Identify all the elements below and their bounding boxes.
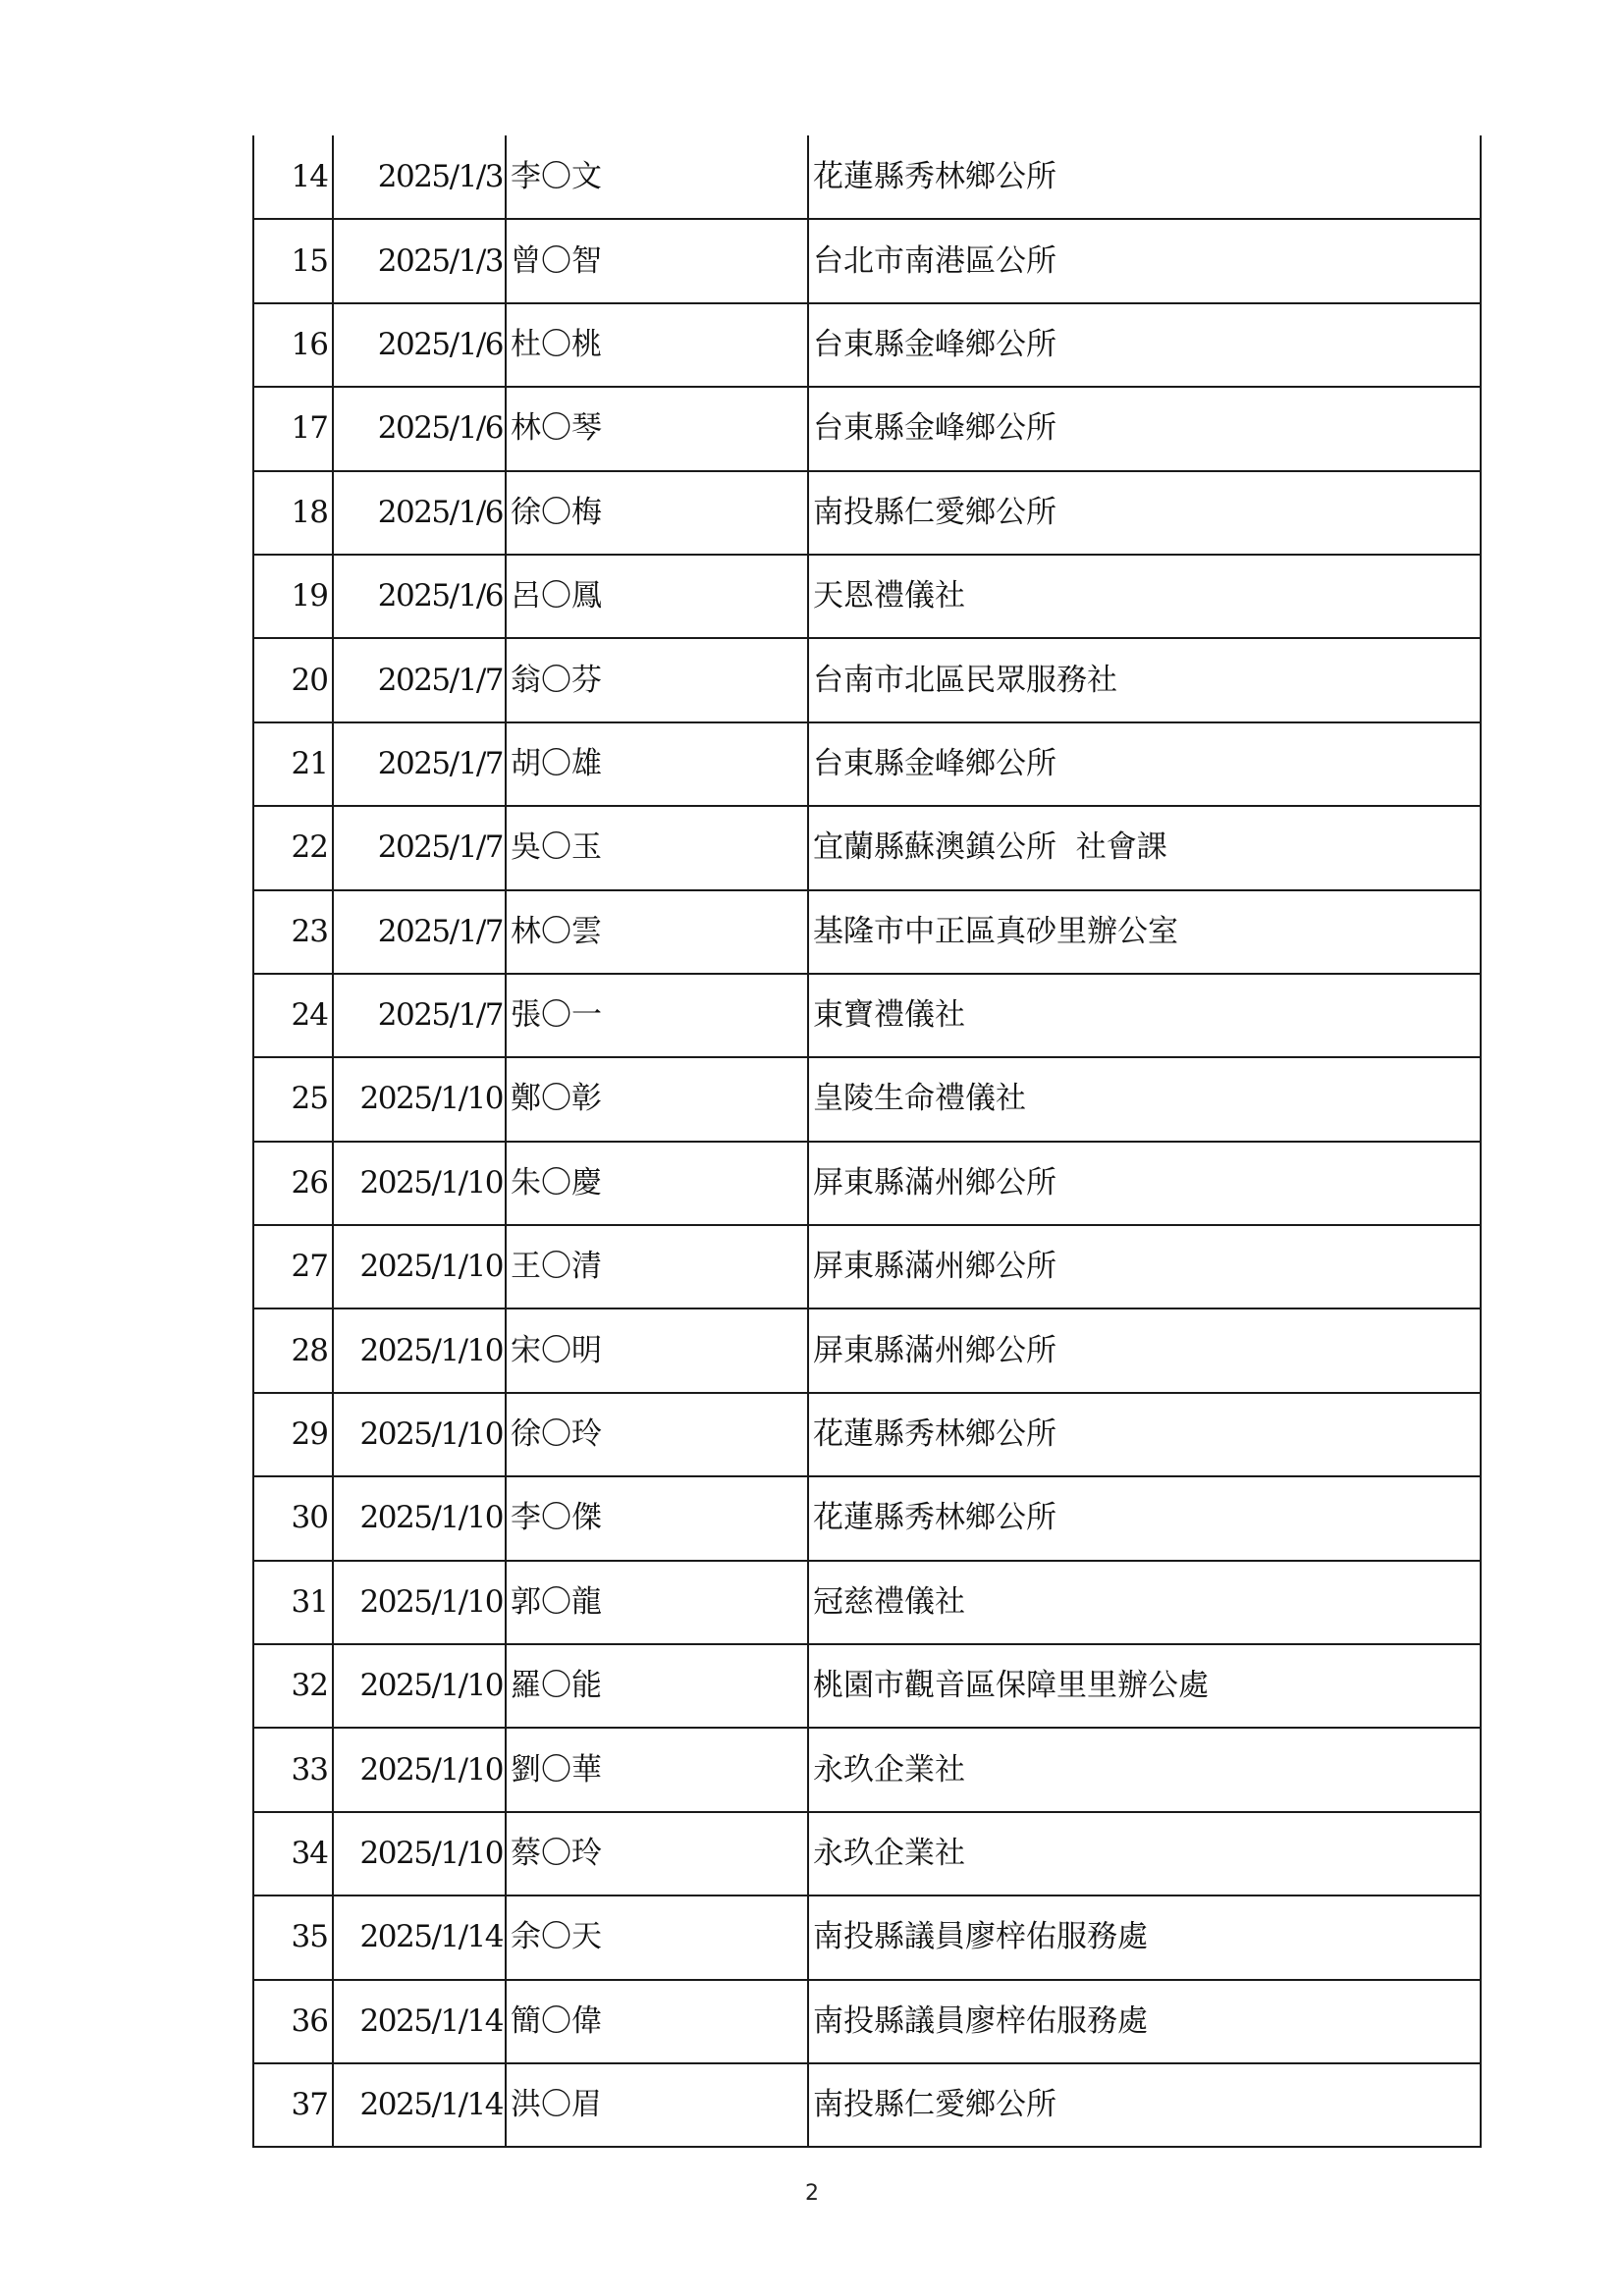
table-row <box>253 471 1481 555</box>
table-row <box>253 638 1481 721</box>
row-organization: 皇陵生命禮儀社 <box>808 1057 1481 1141</box>
row-number: 25 <box>253 1057 333 1141</box>
row-date: 2025/1/7 <box>333 638 506 721</box>
row-name: 徐〇玲 <box>506 1393 808 1476</box>
row-date: 2025/1/6 <box>333 387 506 470</box>
row-number: 36 <box>253 1980 333 2063</box>
row-name: 徐〇梅 <box>506 471 808 555</box>
table-row <box>253 1980 1481 2063</box>
row-number: 27 <box>253 1225 333 1308</box>
row-date: 2025/1/6 <box>333 555 506 638</box>
row-name: 李〇傑 <box>506 1476 808 1560</box>
row-organization: 屏東縣滿州鄉公所 <box>808 1142 1481 1225</box>
row-number: 21 <box>253 722 333 806</box>
row-date: 2025/1/3 <box>333 135 506 219</box>
row-organization: 冠慈禮儀社 <box>808 1561 1481 1644</box>
row-name: 李〇文 <box>506 135 808 219</box>
row-name: 杜〇桃 <box>506 303 808 387</box>
row-organization: 台東縣金峰鄉公所 <box>808 303 1481 387</box>
row-number: 33 <box>253 1728 333 1811</box>
row-name: 張〇一 <box>506 974 808 1057</box>
table-row <box>253 722 1481 806</box>
table-row <box>253 1393 1481 1476</box>
row-date: 2025/1/10 <box>333 1476 506 1560</box>
row-organization: 台東縣金峰鄉公所 <box>808 722 1481 806</box>
row-number: 28 <box>253 1308 333 1392</box>
row-number: 29 <box>253 1393 333 1476</box>
row-organization: 基隆市中正區真砂里辦公室 <box>808 890 1481 974</box>
row-name: 翁〇芬 <box>506 638 808 721</box>
table-row <box>253 219 1481 302</box>
row-name: 呂〇鳳 <box>506 555 808 638</box>
row-name: 王〇清 <box>506 1225 808 1308</box>
row-name: 劉〇華 <box>506 1728 808 1811</box>
table-row <box>253 1728 1481 1811</box>
row-number: 34 <box>253 1812 333 1896</box>
table-row <box>253 1476 1481 1560</box>
row-date: 2025/1/10 <box>333 1561 506 1644</box>
row-name: 鄭〇彰 <box>506 1057 808 1141</box>
row-date: 2025/1/14 <box>333 1896 506 1979</box>
roster-table <box>252 135 1482 2148</box>
row-date: 2025/1/7 <box>333 890 506 974</box>
row-number: 30 <box>253 1476 333 1560</box>
row-name: 胡〇雄 <box>506 722 808 806</box>
row-organization: 南投縣議員廖梓佑服務處 <box>808 1896 1481 1979</box>
row-date: 2025/1/10 <box>333 1728 506 1811</box>
row-name: 簡〇偉 <box>506 1980 808 2063</box>
row-number: 32 <box>253 1644 333 1728</box>
row-organization: 台南市北區民眾服務社 <box>808 638 1481 721</box>
table-row <box>253 1644 1481 1728</box>
table-row <box>253 135 1481 219</box>
row-date: 2025/1/10 <box>333 1393 506 1476</box>
row-number: 24 <box>253 974 333 1057</box>
table-row <box>253 1896 1481 1979</box>
row-name: 曾〇智 <box>506 219 808 302</box>
table-row <box>253 806 1481 889</box>
row-number: 14 <box>253 135 333 219</box>
table-row <box>253 555 1481 638</box>
row-organization: 東寶禮儀社 <box>808 974 1481 1057</box>
row-number: 16 <box>253 303 333 387</box>
row-name: 洪〇眉 <box>506 2063 808 2147</box>
row-number: 15 <box>253 219 333 302</box>
row-date: 2025/1/7 <box>333 974 506 1057</box>
row-organization: 南投縣仁愛鄉公所 <box>808 2063 1481 2147</box>
row-organization: 南投縣議員廖梓佑服務處 <box>808 1980 1481 2063</box>
row-organization: 永玖企業社 <box>808 1812 1481 1896</box>
row-organization: 花蓮縣秀林鄉公所 <box>808 1476 1481 1560</box>
row-date: 2025/1/10 <box>333 1812 506 1896</box>
table-row <box>253 303 1481 387</box>
row-organization: 屏東縣滿州鄉公所 <box>808 1308 1481 1392</box>
table-row <box>253 1812 1481 1896</box>
row-number: 18 <box>253 471 333 555</box>
row-date: 2025/1/10 <box>333 1225 506 1308</box>
row-name: 宋〇明 <box>506 1308 808 1392</box>
row-date: 2025/1/6 <box>333 471 506 555</box>
row-date: 2025/1/10 <box>333 1057 506 1141</box>
row-number: 19 <box>253 555 333 638</box>
table-row <box>253 2063 1481 2147</box>
row-name: 余〇天 <box>506 1896 808 1979</box>
row-organization: 宜蘭縣蘇澳鎮公所 社會課 <box>808 806 1481 889</box>
table-row <box>253 890 1481 974</box>
row-number: 23 <box>253 890 333 974</box>
table-row <box>253 1057 1481 1141</box>
row-organization: 天恩禮儀社 <box>808 555 1481 638</box>
row-organization: 桃園市觀音區保障里里辦公處 <box>808 1644 1481 1728</box>
table-row <box>253 974 1481 1057</box>
table-row <box>253 1142 1481 1225</box>
row-number: 31 <box>253 1561 333 1644</box>
table-row <box>253 387 1481 470</box>
row-name: 羅〇能 <box>506 1644 808 1728</box>
row-name: 朱〇慶 <box>506 1142 808 1225</box>
row-number: 37 <box>253 2063 333 2147</box>
table-row <box>253 1225 1481 1308</box>
page-number: 2 <box>805 2181 819 2206</box>
table-row <box>253 1561 1481 1644</box>
row-organization: 屏東縣滿州鄉公所 <box>808 1225 1481 1308</box>
row-number: 17 <box>253 387 333 470</box>
row-name: 吳〇玉 <box>506 806 808 889</box>
row-date: 2025/1/14 <box>333 2063 506 2147</box>
row-number: 35 <box>253 1896 333 1979</box>
row-name: 林〇琴 <box>506 387 808 470</box>
row-organization: 花蓮縣秀林鄉公所 <box>808 1393 1481 1476</box>
row-name: 林〇雲 <box>506 890 808 974</box>
row-organization: 永玖企業社 <box>808 1728 1481 1811</box>
table-row <box>253 1308 1481 1392</box>
row-date: 2025/1/3 <box>333 219 506 302</box>
row-date: 2025/1/10 <box>333 1142 506 1225</box>
row-organization: 花蓮縣秀林鄉公所 <box>808 135 1481 219</box>
row-number: 26 <box>253 1142 333 1225</box>
row-number: 22 <box>253 806 333 889</box>
row-date: 2025/1/14 <box>333 1980 506 2063</box>
row-organization: 台東縣金峰鄉公所 <box>808 387 1481 470</box>
roster-table-body <box>253 135 1481 2147</box>
row-number: 20 <box>253 638 333 721</box>
row-date: 2025/1/6 <box>333 303 506 387</box>
row-date: 2025/1/10 <box>333 1308 506 1392</box>
row-organization: 南投縣仁愛鄉公所 <box>808 471 1481 555</box>
row-date: 2025/1/10 <box>333 1644 506 1728</box>
row-date: 2025/1/7 <box>333 806 506 889</box>
row-name: 蔡〇玲 <box>506 1812 808 1896</box>
row-organization: 台北市南港區公所 <box>808 219 1481 302</box>
row-name: 郭〇龍 <box>506 1561 808 1644</box>
row-date: 2025/1/7 <box>333 722 506 806</box>
